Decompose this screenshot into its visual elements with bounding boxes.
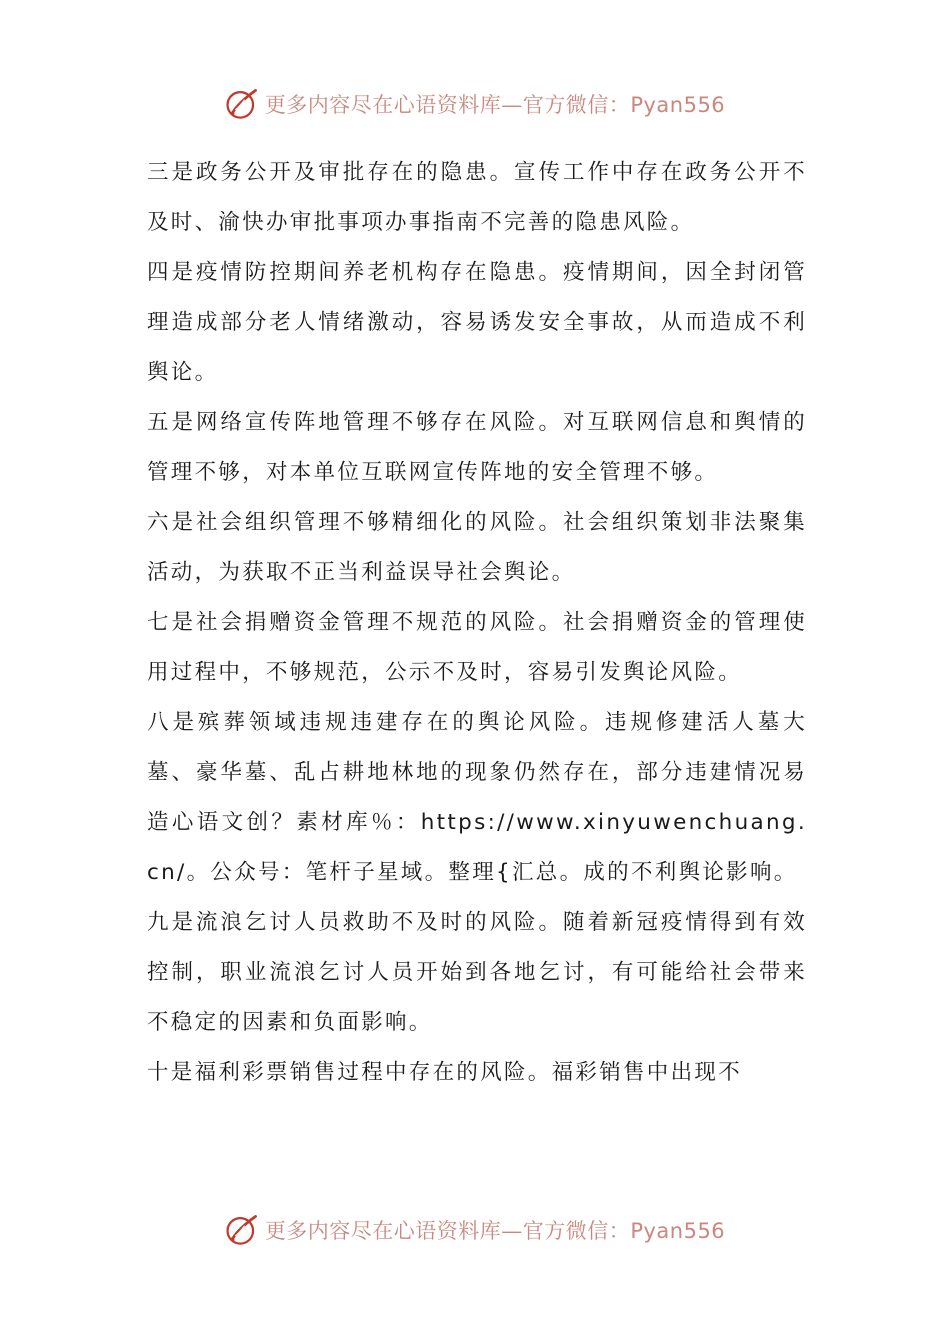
paragraph-10: 十是福利彩票销售过程中存在的风险。福彩销售中出现不 bbox=[147, 1060, 743, 1085]
wechat-id: Pyan556 bbox=[630, 1219, 726, 1243]
paragraph-8: 八是殡葬领域违规违建存在的舆论风险。违规修建活人墓大墓、豪华墓、乱占耕地林地的现象仍然存在，部分违建情况易造心语文创？素材库％：https://www.xinyuwenchuang.cn/。公众号：笔杆子星域。整理{汇总。成的不利舆论影响。 bbox=[147, 710, 807, 885]
paragraph-6: 六是社会组织管理不够精细化的风险。社会组织策划非法聚集活动，为获取不正当利益误导社会舆论。 bbox=[147, 510, 807, 585]
document-body bbox=[147, 148, 807, 1098]
banner-text: 更多内容尽在心语资料库—官方微信：Pyan556 bbox=[264, 93, 726, 117]
banner-text: 更多内容尽在心语资料库—官方微信：Pyan556 bbox=[264, 1219, 726, 1243]
brush-circle-logo-icon bbox=[225, 1213, 259, 1247]
wechat-id: Pyan556 bbox=[630, 93, 726, 117]
paragraph-5: 五是网络宣传阵地管理不够存在风险。对互联网信息和舆情的管理不够，对本单位互联网宣传阵地的安全管理不够。 bbox=[147, 410, 807, 485]
paragraph-4: 四是疫情防控期间养老机构存在隐患。疫情期间，因全封闭管理造成部分老人情绪激动，容易诱发安全事故，从而造成不利舆论。 bbox=[147, 260, 807, 385]
paragraph-3: 三是政务公开及审批存在的隐患。宣传工作中存在政务公开不及时、渝快办审批事项办事指南不完善的隐患风险。 bbox=[147, 160, 807, 235]
footer-banner bbox=[0, 1210, 950, 1250]
header-banner bbox=[0, 84, 950, 124]
brush-circle-logo-icon bbox=[225, 87, 259, 121]
paragraph-7: 七是社会捐赠资金管理不规范的风险。社会捐赠资金的管理使用过程中，不够规范，公示不及时，容易引发舆论风险。 bbox=[147, 610, 807, 685]
paragraph-9: 九是流浪乞讨人员救助不及时的风险。随着新冠疫情得到有效控制，职业流浪乞讨人员开始到各地乞讨，有可能给社会带来不稳定的因素和负面影响。 bbox=[147, 910, 807, 1035]
